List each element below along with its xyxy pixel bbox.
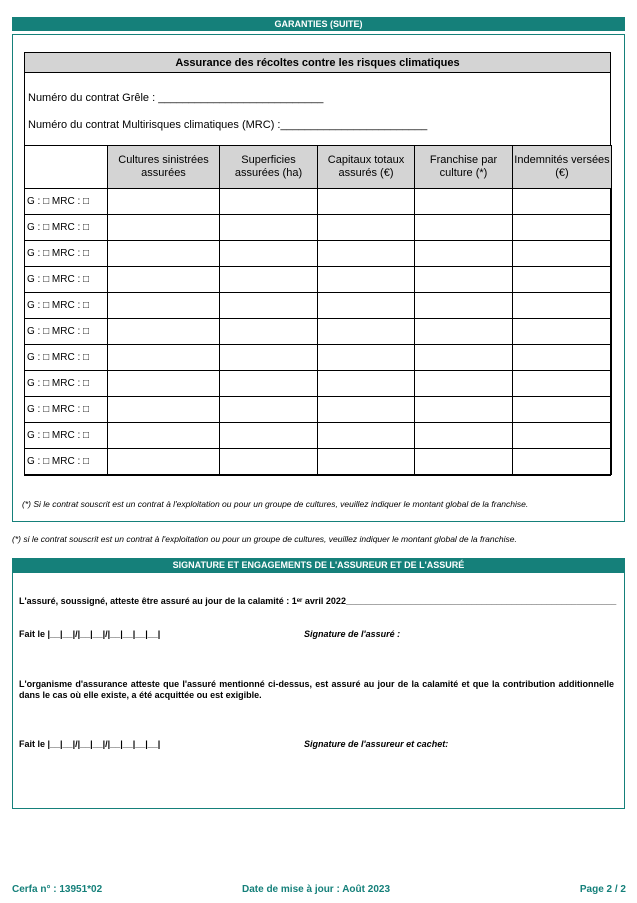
franchise-cell[interactable] — [415, 215, 513, 241]
indemnites-cell[interactable] — [513, 449, 612, 475]
header-capitaux: Capitaux totaux assurés (€) — [318, 146, 415, 189]
culture-cell[interactable] — [108, 345, 220, 371]
capitaux-cell[interactable] — [318, 397, 415, 423]
franchise-note-outer: (*) si le contrat souscrit est un contrat à l'exploitation ou pour un groupe de cultures, veuillez indiquer le montant global de la franchise. — [12, 534, 517, 544]
culture-cell[interactable] — [108, 449, 220, 475]
culture-cell[interactable] — [108, 189, 220, 215]
superficie-cell[interactable] — [220, 215, 318, 241]
superficie-cell[interactable] — [220, 423, 318, 449]
claims-grid — [24, 145, 612, 475]
indemnites-cell[interactable] — [513, 241, 612, 267]
franchise-cell[interactable] — [415, 293, 513, 319]
culture-cell[interactable] — [108, 397, 220, 423]
culture-cell[interactable] — [108, 215, 220, 241]
superficie-cell[interactable] — [220, 241, 318, 267]
header-superficies: Superficies assurées (ha) — [220, 146, 318, 189]
table-row — [25, 215, 612, 241]
section-banner-signature: SIGNATURE ET ENGAGEMENTS DE L'ASSUREUR ET DE L'ASSURÉ — [12, 558, 625, 572]
culture-cell[interactable] — [108, 241, 220, 267]
date-field-insured[interactable]: Fait le |__|__|/|__|__|/|__|__|__|__| — [19, 629, 161, 639]
culture-cell[interactable] — [108, 293, 220, 319]
superficie-cell[interactable] — [220, 449, 318, 475]
indemnites-cell[interactable] — [513, 189, 612, 215]
culture-cell[interactable] — [108, 423, 220, 449]
culture-cell[interactable] — [108, 319, 220, 345]
header-blank — [25, 146, 108, 189]
row-type-checkboxes[interactable]: G : □ MRC : □ — [25, 345, 108, 371]
franchise-cell[interactable] — [415, 423, 513, 449]
row-type-checkboxes[interactable]: G : □ MRC : □ — [25, 423, 108, 449]
signature-insured-label: Signature de l'assuré : — [304, 629, 401, 639]
table-row — [25, 241, 612, 267]
grid-header-row — [25, 146, 612, 189]
franchise-cell[interactable] — [415, 189, 513, 215]
indemnites-cell[interactable] — [513, 267, 612, 293]
superficie-cell[interactable] — [220, 267, 318, 293]
indemnites-cell[interactable] — [513, 345, 612, 371]
insurer-attestation: L'organisme d'assurance atteste que l'assuré mentionné ci-dessus, est assuré au jour de la calamité et que la contribution additionnelle dans le cas où elle existe, a été acquittée ou est exigible. — [19, 679, 614, 700]
franchise-cell[interactable] — [415, 267, 513, 293]
capitaux-cell[interactable] — [318, 215, 415, 241]
header-franchise: Franchise par culture (*) — [415, 146, 513, 189]
row-type-checkboxes[interactable]: G : □ MRC : □ — [25, 241, 108, 267]
table-row — [25, 267, 612, 293]
footer-update-date: Date de mise à jour : Août 2023 — [242, 884, 391, 895]
row-type-checkboxes[interactable]: G : □ MRC : □ — [25, 397, 108, 423]
franchise-cell[interactable] — [415, 397, 513, 423]
superficie-cell[interactable] — [220, 397, 318, 423]
indemnites-cell[interactable] — [513, 397, 612, 423]
table-row — [25, 397, 612, 423]
capitaux-cell[interactable] — [318, 241, 415, 267]
footer-cerfa: Cerfa n° : 13951*02 — [12, 884, 103, 895]
header-cultures: Cultures sinistrées assurées — [108, 146, 220, 189]
crop-insurance-table — [24, 52, 611, 476]
capitaux-cell[interactable] — [318, 267, 415, 293]
row-type-checkboxes[interactable]: G : □ MRC : □ — [25, 319, 108, 345]
indemnites-cell[interactable] — [513, 423, 612, 449]
superficie-cell[interactable] — [220, 189, 318, 215]
franchise-note-inner: (*) Si le contrat souscrit est un contrat à l'exploitation ou pour un groupe de cultures, veuillez indiquer le montant global de la franchise. — [22, 499, 529, 509]
row-type-checkboxes[interactable]: G : □ MRC : □ — [25, 449, 108, 475]
contract-mrc-field[interactable]: Numéro du contrat Multirisques climatiques (MRC) :________________________ — [28, 119, 428, 131]
row-type-checkboxes[interactable]: G : □ MRC : □ — [25, 371, 108, 397]
header-indemnites: Indemnités versées (€) — [513, 146, 612, 189]
superficie-cell[interactable] — [220, 293, 318, 319]
table-row — [25, 371, 612, 397]
capitaux-cell[interactable] — [318, 371, 415, 397]
table-row — [25, 423, 612, 449]
row-type-checkboxes[interactable]: G : □ MRC : □ — [25, 215, 108, 241]
culture-cell[interactable] — [108, 267, 220, 293]
table-row — [25, 319, 612, 345]
footer-page-number: Page 2 / 2 — [579, 884, 626, 895]
superficie-cell[interactable] — [220, 319, 318, 345]
table-row — [25, 293, 612, 319]
franchise-cell[interactable] — [415, 345, 513, 371]
capitaux-cell[interactable] — [318, 345, 415, 371]
row-type-checkboxes[interactable]: G : □ MRC : □ — [25, 267, 108, 293]
contract-grele-field[interactable]: Numéro du contrat Grêle : ___________________________ — [28, 92, 324, 104]
franchise-cell[interactable] — [415, 449, 513, 475]
indemnites-cell[interactable] — [513, 215, 612, 241]
insured-attestation: L'assuré, soussigné, atteste être assuré au jour de la calamité : 1ᵉʳ avril 2022______________________________________________________ — [19, 596, 617, 606]
section-banner-garanties: GARANTIES (SUITE) — [12, 17, 625, 31]
indemnites-cell[interactable] — [513, 293, 612, 319]
capitaux-cell[interactable] — [318, 189, 415, 215]
capitaux-cell[interactable] — [318, 293, 415, 319]
superficie-cell[interactable] — [220, 371, 318, 397]
franchise-cell[interactable] — [415, 371, 513, 397]
row-type-checkboxes[interactable]: G : □ MRC : □ — [25, 189, 108, 215]
signature-insurer-label: Signature de l'assureur et cachet: — [304, 739, 449, 749]
indemnites-cell[interactable] — [513, 319, 612, 345]
table-row — [25, 189, 612, 215]
table-title: Assurance des récoltes contre les risques climatiques — [25, 53, 610, 73]
franchise-cell[interactable] — [415, 241, 513, 267]
capitaux-cell[interactable] — [318, 449, 415, 475]
capitaux-cell[interactable] — [318, 319, 415, 345]
culture-cell[interactable] — [108, 371, 220, 397]
row-type-checkboxes[interactable]: G : □ MRC : □ — [25, 293, 108, 319]
franchise-cell[interactable] — [415, 319, 513, 345]
table-row — [25, 345, 612, 371]
indemnites-cell[interactable] — [513, 371, 612, 397]
table-row — [25, 449, 612, 475]
date-field-insurer[interactable]: Fait le |__|__|/|__|__|/|__|__|__|__| — [19, 739, 161, 749]
capitaux-cell[interactable] — [318, 423, 415, 449]
superficie-cell[interactable] — [220, 345, 318, 371]
